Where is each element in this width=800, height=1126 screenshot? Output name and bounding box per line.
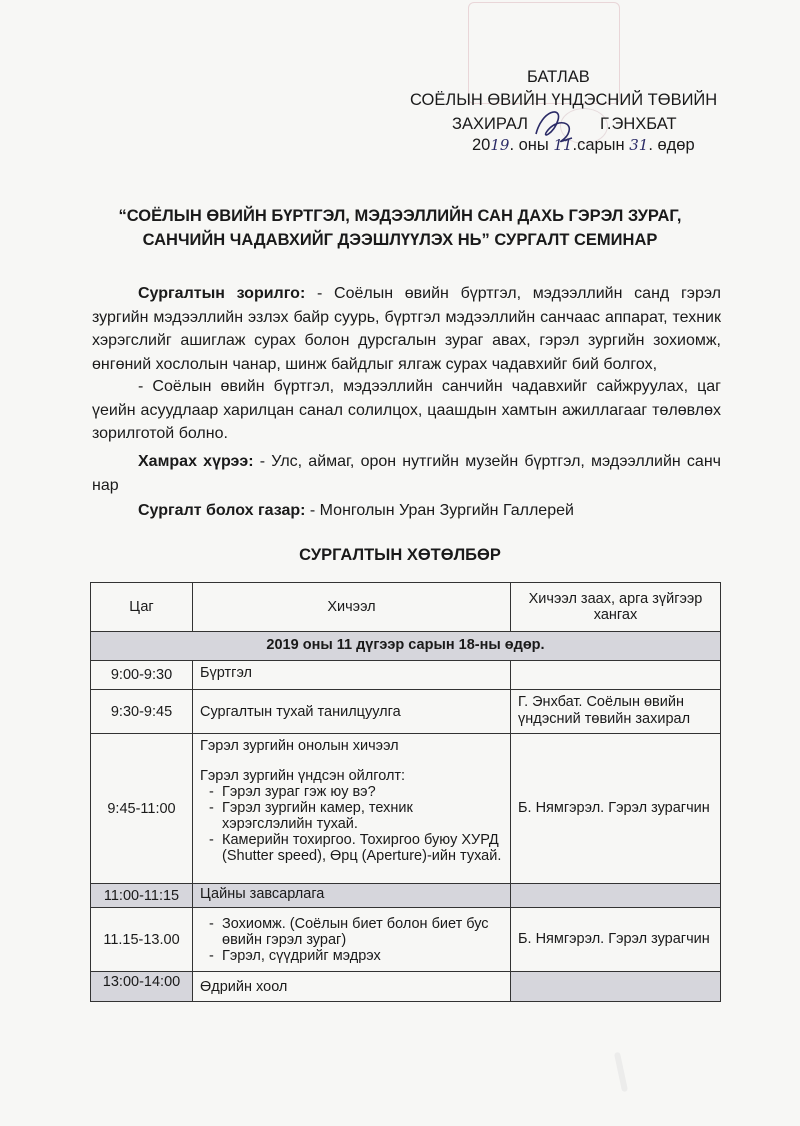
header-instructor: Хичээл заах, арга зүйгээр хангах xyxy=(511,583,721,632)
row-instructor: Г. Энхбат. Соёлын өвийн үндэсний төвийн захирал xyxy=(511,690,721,734)
list-item: - Зохиомж. (Соёлын биет болон биет бус өвийн гэрэл зураг) xyxy=(222,916,503,948)
row-instructor xyxy=(511,661,721,690)
row-lesson: Сургалтын тухай танилцуулга xyxy=(193,690,511,734)
table-row xyxy=(91,690,721,734)
venue-label: Сургалт болох газар: xyxy=(138,502,306,519)
table-row xyxy=(91,661,721,690)
date-day: 31 xyxy=(629,136,649,154)
schedule-table xyxy=(90,582,721,1002)
list-item: - Камерийн тохиргоо. Тохиргоо буюу ХУРД (Shutter speed), Өрц (Aperture)-ийн тухай. xyxy=(222,832,503,864)
header-time: Цаг xyxy=(91,583,193,632)
venue-paragraph xyxy=(92,499,721,523)
approval-organization: СОЁЛЫН ӨВИЙН ҮНДЭСНИЙ ТӨВИЙН xyxy=(410,91,718,109)
table-row xyxy=(91,908,721,972)
list-item: - Гэрэл, сүүдрийг мэдрэх xyxy=(222,948,503,964)
row-time: 9:00-9:30 xyxy=(91,661,193,690)
lesson-title: Гэрэл зургийн онолын хичээл xyxy=(200,738,399,754)
table-row xyxy=(91,884,721,908)
date-month: 11 xyxy=(553,136,573,154)
paper-mark xyxy=(614,1052,628,1092)
scope-paragraph xyxy=(92,450,721,497)
date-day-suffix: өдөр xyxy=(657,136,695,154)
table-header-row xyxy=(91,583,721,632)
title-line-1: “СОЁЛЫН ӨВИЙН БҮРТГЭЛ, МЭДЭЭЛЛИЙН САН ДАХЬ ГЭРЭЛ ЗУРАГ, xyxy=(118,207,682,225)
row-time: 9:45-11:00 xyxy=(91,734,193,884)
date-month-suffix: сарын xyxy=(577,136,625,154)
row-time: 13:00-14:00 xyxy=(91,972,193,1002)
row-time: 9:30-9:45 xyxy=(91,690,193,734)
row-instructor xyxy=(511,972,721,1002)
document-title xyxy=(60,204,740,252)
row-instructor xyxy=(511,884,721,908)
venue-text: - Монголын Уран Зургийн Галлерей xyxy=(305,502,574,519)
row-lesson xyxy=(193,908,511,972)
header-lesson: Хичээл xyxy=(193,583,511,632)
row-time: 11.15-13.00 xyxy=(91,908,193,972)
scope-text: - Улс, аймаг, орон нутгийн музейн бүртгэл, мэдээллийн санч нар xyxy=(92,453,722,494)
row-lesson xyxy=(193,734,511,884)
purpose-label: Сургалтын зорилго: xyxy=(138,285,306,302)
title-line-2: САНЧИЙН ЧАДАВХИЙГ ДЭЭШЛҮҮЛЭХ НЬ” СУРГАЛТ СЕМИНАР xyxy=(142,231,658,249)
lesson-bullets xyxy=(200,784,503,864)
lesson-subtitle: Гэрэл зургийн үндсэн ойлголт: xyxy=(200,768,406,784)
purpose-paragraph-2: - Соёлын өвийн бүртгэл, мэдээллийн санчийн чадавхийг сайжруулах, цаг үеийн асуудлаар харилцан санал солилцох, цаашдын хамтын ажиллагааг төлөвлөх зорилготой болно. xyxy=(92,378,721,442)
lesson-bullets xyxy=(200,916,503,964)
date-year-suffix: оны xyxy=(518,136,549,154)
date-year: 19 xyxy=(490,136,510,154)
list-item: - Гэрэл зургийн камер, техник хэрэгслэлийн тухай. xyxy=(222,800,503,832)
approval-label: БАТЛАВ xyxy=(527,68,590,86)
row-lesson: Бүртгэл xyxy=(193,661,511,690)
approval-date: 2019. оны 11.сарын 31. өдөр xyxy=(472,136,695,154)
row-lesson: Цайны завсарлага xyxy=(193,884,511,908)
approval-stamp xyxy=(468,2,620,104)
day-row xyxy=(91,632,721,661)
table-row xyxy=(91,734,721,884)
row-time: 11:00-11:15 xyxy=(91,884,193,908)
row-instructor: Б. Нямгэрэл. Гэрэл зурагчин xyxy=(511,734,721,884)
program-title: СУРГАЛТЫН ХӨТӨЛБӨР xyxy=(299,546,501,564)
scope-label: Хамрах хүрээ: xyxy=(138,453,254,470)
purpose-text: - Соёлын өвийн бүртгэл, мэдээллийн санд гэрэл зургийн мэдээллийн эзлэх байр суурь, бүртгэл мэдээллийн санчаас аппарат, техник хэрэгслийг ашиглаж сурах болон дурсгалын зураг авах, гэрэл зургийн зохиомж, өнгөний хослолын чанар, шинж байдлыг ялгаж сурах чадавхийг бий болгох, xyxy=(92,285,721,373)
row-instructor: Б. Нямгэрэл. Гэрэл зурагчин xyxy=(511,908,721,972)
date-prefix: 20 xyxy=(472,136,491,154)
approval-position: ЗАХИРАЛ xyxy=(452,115,528,133)
purpose-paragraph xyxy=(92,282,721,376)
row-lesson: Өдрийн хоол xyxy=(193,972,511,1002)
approval-name: Г.ЭНХБАТ xyxy=(600,115,677,133)
day-label: 2019 оны 11 дүгээр сарын 18-ны өдөр. xyxy=(91,632,721,661)
table-row xyxy=(91,972,721,1002)
list-item: - Гэрэл зураг гэж юу вэ? xyxy=(222,784,503,800)
